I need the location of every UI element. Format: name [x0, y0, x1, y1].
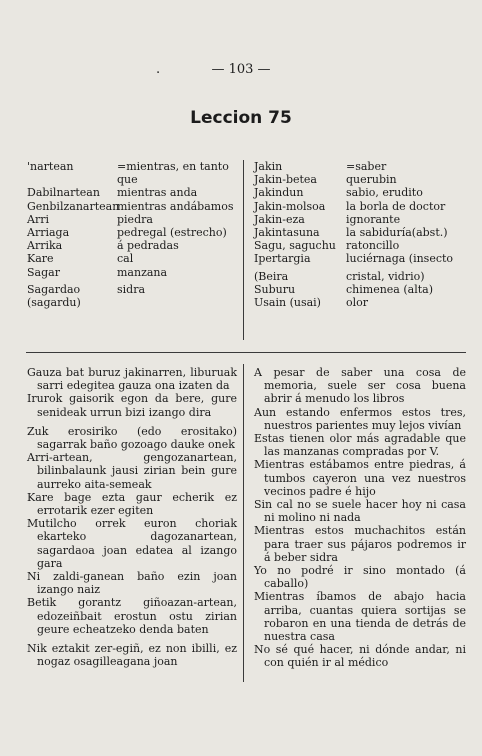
vocab-row	[254, 296, 466, 309]
vocab-row	[27, 200, 237, 213]
spanish-sentence: Yo no podré ir sino montado (á caballo)	[254, 564, 466, 591]
vocab-row	[254, 283, 466, 296]
spanish-sentence: Aun estando enfermos estos tres, nuestros parientes muy lejos vivían	[254, 405, 466, 432]
page-number: — 103 —	[211, 62, 271, 77]
spanish-sentence: No sé qué hacer, ni dónde andar, ni con quién ir al médico	[254, 643, 466, 670]
spanish-term: la sabiduría(abst.)	[346, 226, 448, 240]
vocab-row	[254, 200, 466, 213]
vocab-row	[27, 239, 237, 252]
vocab-row	[254, 186, 466, 199]
vocab-row	[27, 226, 237, 239]
basque-term: Jakin-eza	[254, 212, 305, 226]
basque-term: Arri	[27, 212, 49, 226]
basque-sentence: Betik gorantz giñoazan-artean, edozeiñbait erostun ostu zirian geure echeatzeko denda baten	[27, 596, 237, 636]
sentences-separator	[243, 364, 244, 682]
basque-sentence: Nik eztakit zer-egiñ, ez non ibilli, ez nogaz osagilleagana joan	[27, 642, 237, 669]
vocab-row	[254, 160, 466, 173]
vocab-row	[254, 270, 466, 283]
basque-term: Arrika	[27, 239, 63, 253]
basque-term: Jakindun	[254, 186, 304, 200]
vocab-row	[27, 213, 237, 226]
spanish-sentence: Estas tienen olor más agradable que las manzanas compradas por V.	[254, 432, 466, 459]
vocab-row	[27, 283, 237, 309]
spanish-term: cal	[117, 252, 134, 266]
basque-term: Kare	[27, 252, 54, 266]
vocab-right	[254, 160, 466, 309]
basque-term: Sagardao (sagardu)	[27, 282, 81, 310]
spanish-sentence: Mientras íbamos de abajo hacia arriba, cuantas quiera sortijas se robaron en una tienda de detrás de nuestra casa	[254, 590, 466, 644]
spanish-term: =saber	[346, 160, 387, 173]
spanish-term: ratoncillo	[346, 239, 400, 253]
basque-term: Arriaga	[27, 226, 70, 240]
spanish-term: =mientras, en tanto que	[117, 160, 229, 187]
spanish-term: á pedradas	[117, 239, 179, 253]
spanish-sentence: A pesar de saber una cosa de memoria, suele ser cosa buena abrir á menudo los libros	[254, 366, 466, 406]
vocab-row	[254, 173, 466, 186]
basque-term: Usain (usai)	[254, 296, 321, 310]
basque-term: Dabilnartean	[27, 186, 100, 200]
spanish-term: piedra	[117, 212, 153, 226]
page-dot: .	[156, 62, 161, 77]
basque-sentence: Gauza bat buruz jakinarren, liburuak sarri edegitea gauza ona izaten da	[27, 366, 237, 393]
vocab-row	[254, 252, 466, 265]
basque-term: Suburu	[254, 282, 296, 296]
spanish-term: olor	[346, 296, 369, 310]
basque-term: Genbilzanartean	[27, 199, 120, 213]
vocab-separator	[243, 160, 244, 340]
spanish-term: manzana	[117, 265, 168, 279]
spanish-term: luciérnaga (insecto	[346, 252, 454, 266]
basque-term: Jakin-molsoa	[254, 199, 326, 213]
spanish-term: sidra	[117, 282, 146, 296]
vocab-row	[27, 186, 237, 199]
basque-term: Sagar	[27, 265, 60, 279]
vocab-row	[27, 252, 237, 265]
vocab-row	[254, 239, 466, 252]
sentences-right	[254, 366, 466, 670]
spanish-term: sabio, erudito	[346, 186, 423, 200]
spanish-sentence: Sin cal no se suele hacer hoy ni casa ni molino ni nada	[254, 498, 466, 525]
basque-sentence: Arri-artean, gengozanartean, bilinbalaunk jausi zirian bein gure aurreko aita-semeak	[27, 451, 237, 491]
spanish-sentence: Mientras estos muchachitos están para traer sus pájaros podremos ir á beber sidra	[254, 524, 466, 564]
vocab-row	[254, 213, 466, 226]
spanish-term: pedregal (estrecho)	[117, 226, 227, 240]
spanish-term: cristal, vidrio)	[346, 269, 425, 283]
vocab-row	[27, 266, 237, 279]
section-rule	[26, 352, 466, 353]
spanish-term: chimenea (alta)	[346, 282, 433, 296]
basque-sentence: Kare bage ezta gaur echerik ez errotarik ezer egiten	[27, 490, 237, 518]
basque-sentence: Irurok gaisorik egon da bere, gure senideak urrun bizi izango dira	[27, 392, 237, 419]
basque-term: Ipertargia	[254, 252, 311, 266]
basque-term: 'nartean	[27, 160, 74, 173]
basque-term: Jakin	[254, 160, 283, 173]
lesson-title: Leccion 75	[190, 108, 292, 128]
spanish-term: ignorante	[346, 212, 401, 226]
vocab-row	[254, 226, 466, 239]
vocab-row	[27, 160, 237, 186]
basque-term: Jakin-betea	[254, 173, 317, 187]
basque-sentence: Ni zaldi-ganean baño ezin joan izango naiz	[27, 570, 237, 597]
spanish-term: mientras anda	[117, 186, 198, 200]
basque-term: Sagu, saguchu	[254, 239, 336, 253]
basque-term: (Beira	[254, 269, 289, 283]
spanish-sentence: Mientras estábamos entre piedras, á tumbos cayeron una vez nuestros vecinos padre é hijo	[254, 458, 466, 498]
basque-sentence: Zuk erosiriko (edo erositako) sagarrak baño gozoago dauke onek	[27, 424, 237, 452]
spanish-term: la borla de doctor	[346, 199, 446, 213]
sentences-left	[27, 366, 237, 668]
spanish-term: querubin	[346, 173, 397, 187]
basque-sentence: Mutilcho orrek euron choriak ekarteko dagozanartean, sagardaoa joan edatea al izango gara	[27, 517, 237, 570]
spanish-term: mientras andábamos	[117, 199, 234, 213]
vocab-left	[27, 160, 237, 309]
basque-term: Jakintasuna	[254, 226, 320, 240]
